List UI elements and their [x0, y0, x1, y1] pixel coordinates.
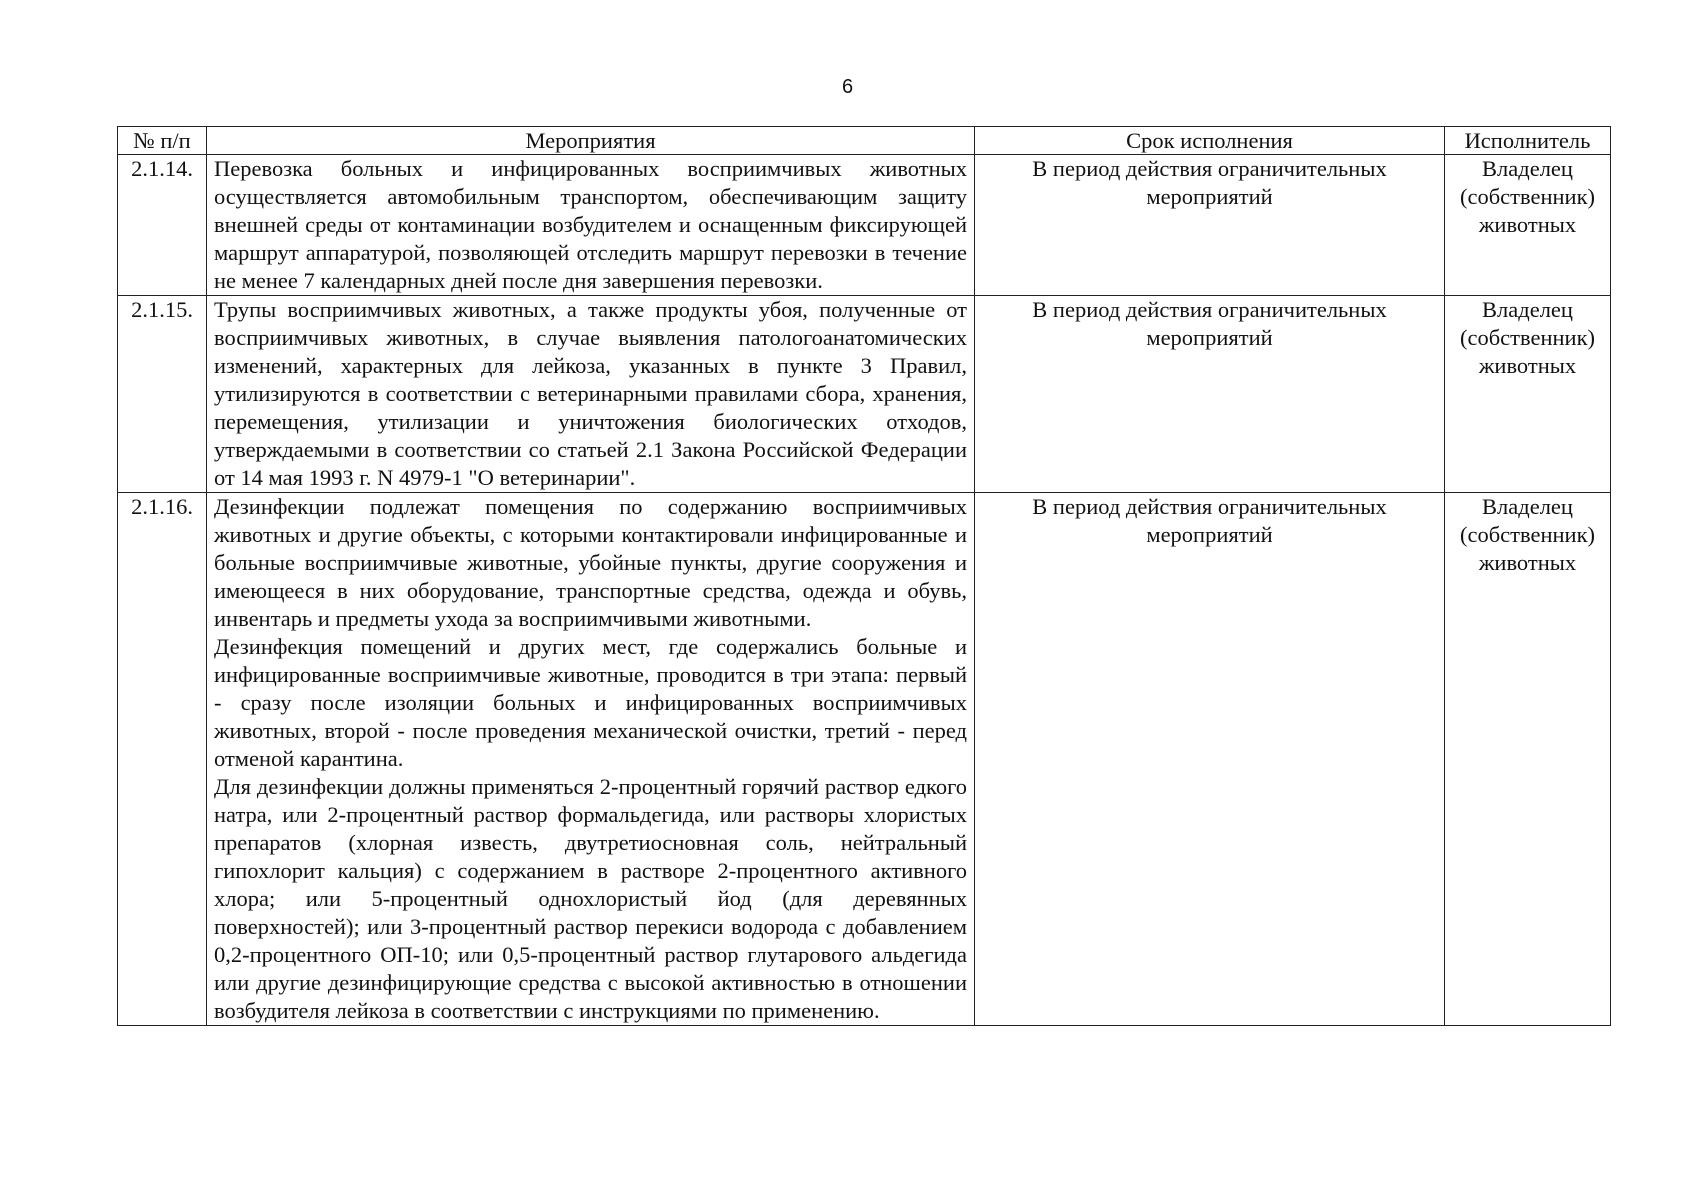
activity-paragraph: Перевозка больных и инфицированных восприимчивых животных осуществляется автомобильным транспортом, обеспечивающим защиту внешней среды от контаминации возбудителем и оснащенным фиксирующей маршрут аппаратурой, позволяющей отследить маршрут перевозки в течение не менее 7 календарных дней после дня завершения перевозки. [214, 156, 967, 293]
executor-line: животных [1478, 212, 1577, 237]
table-row [118, 296, 1611, 493]
executor-line: (собственник) [1459, 184, 1596, 209]
executor-line: Владелец [1482, 156, 1573, 181]
row-number: 2.1.14. [118, 155, 207, 296]
table-header-row [118, 127, 1611, 155]
activity-paragraph: Трупы восприимчивых животных, а также продукты убоя, полученные от восприимчивых животных, в случае выявления патологоанатомических изменений, характерных для лейкоза, указанных в пункте 3 Правил, утилизируются в соответствии с ветеринарными правилами сбора, хранения, перемещения, утилизации и уничтожения биологических отходов, утверждаемыми в соответствии со статьей 2.1 Закона Российской Федерации от 14 мая 1993 г. N 4979-1 "О ветеринарии". [214, 297, 967, 490]
term-line: В период действия ограничительных [1032, 156, 1387, 181]
executor-line: животных [1478, 550, 1577, 575]
page-number: 6 [841, 76, 854, 98]
activity-paragraph: Дезинфекция помещений и других мест, где содержались больные и инфицированные восприимчивые животные, проводится в три этапа: первый - сразу после изоляции больных и инфицированных восприимчивых животных, второй - после проведения механической очистки, третий - перед отменой карантина. [214, 634, 967, 771]
row-activity [207, 493, 975, 1026]
row-activity [207, 155, 975, 296]
row-number: 2.1.15. [118, 296, 207, 493]
activity-paragraph: Дезинфекции подлежат помещения по содержанию восприимчивых животных и другие объекты, с которыми контактировали инфицированные и больные восприимчивые животные, убойные пункты, другие сооружения и имеющееся в них оборудование, транспортные средства, одежда и обувь, инвентарь и предметы ухода за восприимчивыми животными. [214, 494, 967, 631]
executor-line: Владелец [1482, 494, 1573, 519]
row-executor [1445, 155, 1611, 296]
measures-table [117, 126, 1611, 1026]
activity-paragraph: Для дезинфекции должны применяться 2-процентный горячий раствор едкого натра, или 2-процентный раствор формальдегида, или растворы хлористых препаратов (хлорная известь, двутретиосновная соль, нейтральный гипохлорит кальция) с содержанием в растворе 2-процентного активного хлора; или 5-процентный однохлористый йод (для деревянных поверхностей); или 3-процентный раствор перекиси водорода с добавлением 0,2-процентного ОП-10; или 0,5-процентный раствор глутарового альдегида или другие дезинфицирующие средства с высокой активностью в отношении возбудителя лейкоза в соответствии с инструкциями по применению. [214, 774, 967, 1023]
executor-line: (собственник) [1459, 522, 1596, 547]
row-term [975, 493, 1445, 1026]
executor-line: (собственник) [1459, 325, 1596, 350]
row-number: 2.1.16. [118, 493, 207, 1026]
row-term [975, 155, 1445, 296]
term-line: В период действия ограничительных [1032, 297, 1387, 322]
term-line: мероприятий [1146, 325, 1273, 350]
term-line: мероприятий [1146, 184, 1273, 209]
row-activity [207, 296, 975, 493]
row-executor [1445, 493, 1611, 1026]
table-row [118, 493, 1611, 1026]
header-number: № п/п [118, 127, 207, 155]
term-line: В период действия ограничительных [1032, 494, 1387, 519]
header-term: Срок исполнения [975, 127, 1445, 155]
table-row [118, 155, 1611, 296]
row-executor [1445, 296, 1611, 493]
header-activity: Мероприятия [207, 127, 975, 155]
executor-line: Владелец [1482, 297, 1573, 322]
header-executor: Исполнитель [1445, 127, 1611, 155]
executor-line: животных [1478, 353, 1577, 378]
row-term [975, 296, 1445, 493]
term-line: мероприятий [1146, 522, 1273, 547]
